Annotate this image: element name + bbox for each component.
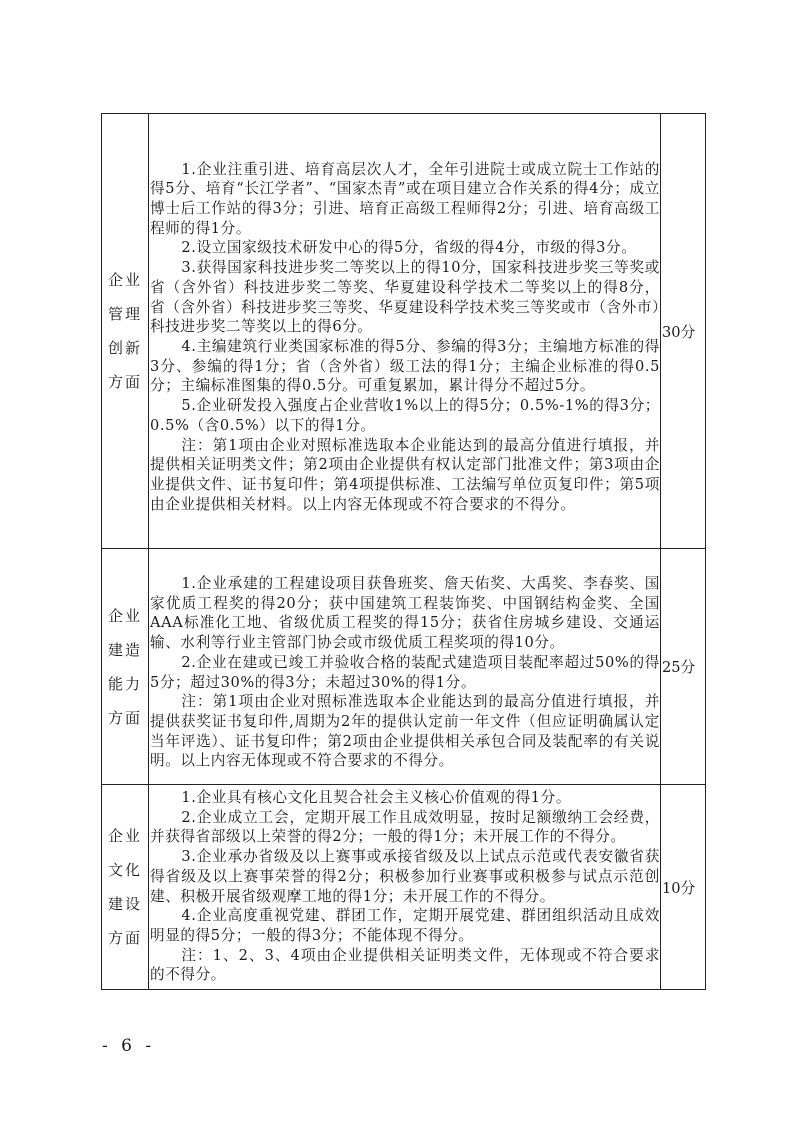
- criteria-note: 注：第1项由企业对照标准选取本企业能达到的最高分值进行填报，并提供获奖证书复印件,周期为2年的提供认定前一年文件（但应证明确属认定当年评选）、证书复印件；第2项由企业提供相关承包合同及装配率的有关说明。以上内容无体现或不符合要求的不得分。: [150, 693, 660, 770]
- criteria-item: 1.企业注重引进、培育高层次人才，全年引进院士或成立院士工作站的得5分、培育“长江学者”、“国家杰青”或在项目建立合作关系的得4分；成立博士后工作站的得3分；引进、培育正高级工程师得2分；引进、培育高级工程师的得1分。: [150, 160, 660, 237]
- page-number: - 6 -: [102, 1036, 156, 1056]
- criteria-note: 注：1、2、3、4项由企业提供相关证明类文件，无体现或不符合要求的不得分。: [150, 946, 660, 984]
- criteria-note: 注：第1项由企业对照标准选取本企业能达到的最高分值进行填报，并提供相关证明类文件；第2项由企业提供有权认定部门批准文件；第3项由企业提供文件、证书复印件；第4项提供标准、工法编写单位页复印件；第5项由企业提供相关材料。以上内容无体现或不符合要求的不得分。: [150, 436, 660, 513]
- category-label-line: 方面: [107, 929, 142, 948]
- criteria-item: 4.企业高度重视党建、群团工作，定期开展党建、群团组织活动且成效明显的得5分；一般的得3分；不能体现不得分。: [150, 907, 660, 944]
- category-label-line: 方面: [107, 373, 142, 391]
- scoring-criteria-table: [101, 113, 706, 990]
- category-label-line: 企业: [107, 827, 142, 846]
- criteria-item: 2.企业成立工会，定期开展工作且成效明显，按时足额缴纳工会经费，并获得省部级以上荣誉的得2分；一般的得1分；未开展工作的不得分。: [150, 808, 660, 846]
- criteria-item: 2.设立国家级技术研发中心的得5分，省级的得4分，市级的得3分。: [181, 239, 637, 257]
- category-label-line: 创新: [107, 339, 142, 357]
- category-label-line: 方面: [107, 708, 142, 727]
- criteria-item: 3.获得国家科技进步奖二等奖以上的得10分，国家科技进步奖三等奖或省（含外省）科技进步奖二等奖、华夏建设科学技术二等奖以上的得8分，省（含外省）科技进步奖三等奖、华夏建设科学技术奖三等奖或市（含外市）科技进步奖二等奖以上的得6分。: [150, 259, 660, 336]
- category-cell: [102, 549, 149, 785]
- category-label-line: 管理: [107, 305, 142, 323]
- category-label-line: 建造: [107, 640, 142, 659]
- criteria-item: 1.企业具有核心文化且契合社会主义核心价值观的得1分。: [181, 789, 572, 806]
- table-row-management-innovation: [102, 114, 706, 549]
- criteria-item: 1.企业承建的工程建设项目获鲁班奖、詹天佑奖、大禹奖、李春奖、国家优质工程奖的得20分；获中国建筑工程装饰奖、中国钢结构金奖、全国AAA标准化工地、省级优质工程奖的得15分；获省住房城乡建设、交通运输、水利等行业主管部门协会或市级优质工程奖项的得10分。: [150, 574, 660, 652]
- criteria-item: 3.企业承办省级及以上赛事或承接省级及以上试点示范或代表安徽省获得省级及以上赛事荣誉的得2分；积极参加行业赛事或积极参与试点示范创建、积极开展省级观摩工地的得1分；未开展工作的不得分。: [150, 848, 660, 905]
- criteria-item: 5.企业研发投入强度占企业营收1%以上的得5分；0.5%-1%的得3分；0.5%（含0.5%）以下的得1分。: [150, 397, 660, 434]
- category-label-line: 文化: [107, 861, 142, 880]
- category-label-line: 建设: [107, 895, 142, 914]
- category-label-line: 企业: [107, 606, 142, 625]
- score-cell: 30分: [661, 114, 706, 549]
- category-cell: [102, 785, 149, 990]
- criteria-item: 4.主编建筑行业类国家标准的得5分、参编的得3分；主编地方标准的得3分、参编的得1分；省（含外省）级工法的得1分；主编企业标准的得0.5分；主编标准图集的得0.5分。可重复累加，累计得分不超过5分。: [150, 338, 660, 395]
- table-row-culture-building: [102, 785, 706, 990]
- table-row-construction-capability: [102, 549, 706, 785]
- category-cell: [102, 114, 149, 549]
- category-label-line: 企业: [107, 271, 142, 289]
- criteria-cell: [149, 785, 661, 990]
- criteria-cell: [149, 114, 661, 549]
- criteria-cell: [149, 549, 661, 785]
- category-label-line: 能力: [107, 674, 142, 693]
- score-cell: 25分: [661, 549, 706, 785]
- score-cell: 10分: [661, 785, 706, 990]
- criteria-item: 2.企业在建或已竣工并验收合格的装配式建造项目装配率超过50%的得5分；超过30%的得3分；未超过30%的得1分。: [150, 653, 660, 691]
